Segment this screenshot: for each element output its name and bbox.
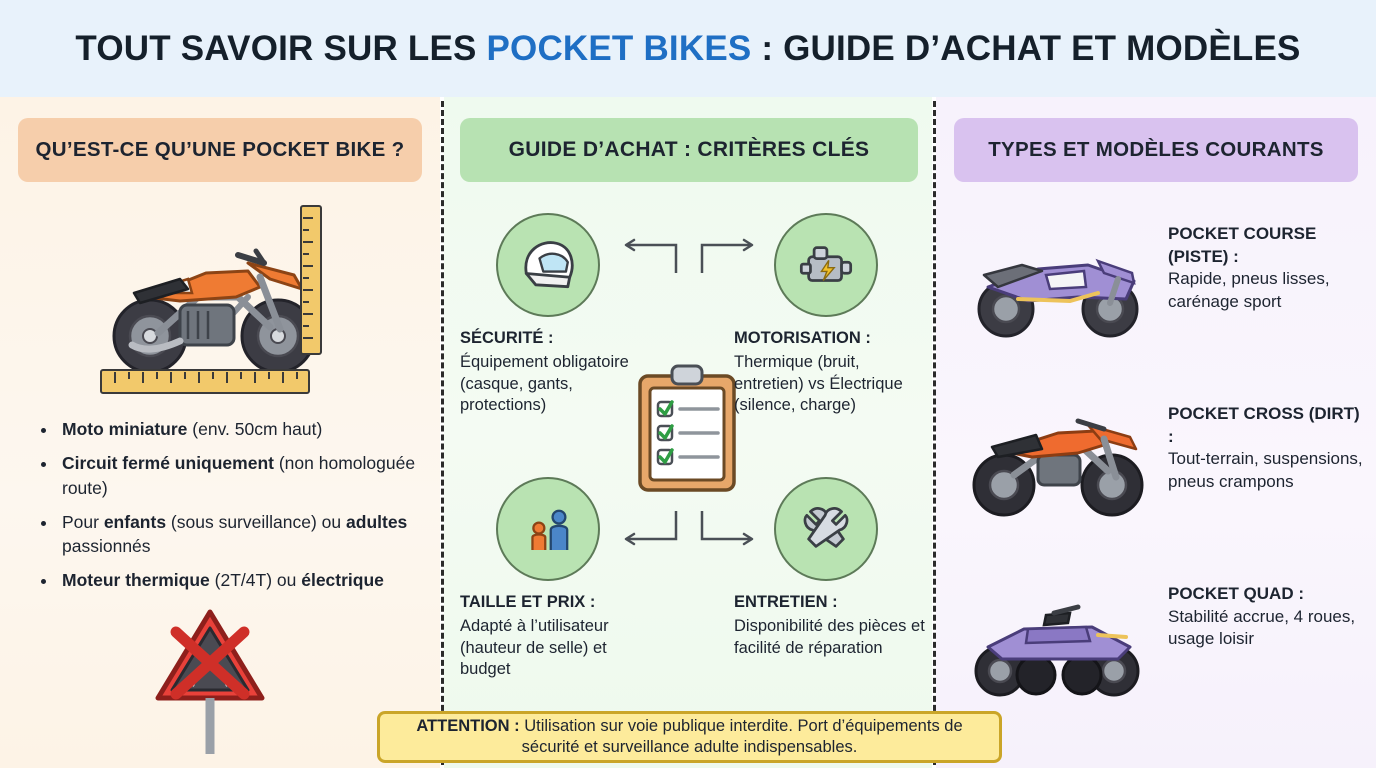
model-desc-course: Rapide, pneus lisses, carénage sport	[1168, 269, 1330, 311]
bullet-2-post: passionnés	[62, 536, 151, 557]
section-title-models: TYPES ET MODÈLES COURANTS	[954, 118, 1358, 182]
model-text-course	[1168, 223, 1368, 313]
criterion-motorisation-text: Thermique (bruit, entretien) vs Électrique (silence, charge)	[734, 352, 903, 415]
criterion-maintenance-title: ENTRETIEN :	[734, 593, 838, 611]
criterion-security	[460, 328, 656, 417]
title-part-before: TOUT SAVOIR SUR LES	[75, 28, 487, 68]
bullet-1-bold: Circuit fermé uniquement	[62, 452, 274, 473]
bullet-2-bold-b: adultes	[346, 511, 408, 532]
criterion-security-title: SÉCURITÉ :	[460, 329, 554, 347]
horizontal-ruler-icon	[100, 369, 310, 394]
criterion-maintenance-text: Disponibilité des pièces et facilité de réparation	[734, 616, 925, 657]
bullet-2-pre: Pour	[62, 511, 104, 532]
model-name-cross: POCKET CROSS (DIRT) :	[1168, 404, 1360, 446]
model-item-quad	[936, 577, 1376, 717]
model-item-course	[936, 217, 1376, 357]
warning-label: ATTENTION :	[416, 716, 520, 735]
bullet-2-bold: enfants	[103, 511, 167, 532]
criterion-size-price-title: TAILLE ET PRIX :	[460, 593, 596, 611]
model-item-cross	[936, 397, 1376, 537]
column-models	[936, 97, 1376, 768]
column-divider-right	[933, 101, 936, 765]
bullet-3-rest: (2T/4T) ou	[209, 570, 302, 591]
bullet-2-mid: (sous surveillance) ou	[166, 511, 347, 532]
list-item	[58, 451, 416, 501]
sport-bike-icon	[958, 225, 1158, 345]
people-sizes-icon	[496, 477, 600, 581]
criterion-motorisation	[734, 328, 930, 417]
bullet-3-bold: Moteur thermique	[62, 570, 210, 591]
bullet-0-bold: Moto miniature	[62, 419, 188, 439]
page-title	[75, 29, 1300, 69]
bullet-1-rest: (non homologuée route)	[62, 452, 416, 498]
helmet-icon	[496, 213, 600, 317]
list-item	[58, 417, 416, 442]
wrench-tools-icon	[774, 477, 878, 581]
section-title-definition: QU’EST-CE QU’UNE POCKET BIKE ?	[18, 118, 422, 182]
bullet-0-rest: (env. 50cm haut)	[187, 419, 323, 439]
engine-icon	[774, 213, 878, 317]
column-buying-guide	[444, 97, 932, 768]
quad-icon	[958, 585, 1158, 705]
criterion-security-text: Équipement obligatoire (casque, gants, protections)	[460, 352, 629, 415]
bullet-3-bold-b: électrique	[301, 570, 384, 591]
model-text-quad	[1168, 583, 1368, 651]
list-item	[58, 510, 416, 560]
model-name-quad: POCKET QUAD :	[1168, 584, 1304, 603]
column-definition	[0, 97, 440, 768]
criterion-size-price-text: Adapté à l’utilisateur (hauteur de selle) et budget	[460, 616, 609, 679]
criterion-size-price	[460, 592, 656, 681]
model-name-course: POCKET COURSE (PISTE) :	[1168, 224, 1317, 266]
list-item	[58, 568, 416, 593]
dirt-bike-icon	[958, 405, 1158, 525]
warning-box	[377, 711, 1002, 763]
column-divider-left	[441, 101, 444, 765]
model-text-cross	[1168, 403, 1368, 493]
title-highlight: POCKET BIKES	[486, 28, 752, 68]
definition-bullet-list	[36, 417, 416, 602]
criterion-maintenance	[734, 592, 930, 659]
no-road-use-warning-sign-icon	[150, 602, 270, 762]
vertical-ruler-icon	[300, 205, 322, 355]
model-desc-quad: Stabilité accrue, 4 roues, usage loisir	[1168, 606, 1356, 649]
warning-text: Utilisation sur voie publique interdite. Port d’équipements de sécurité et surveillance adulte indispensables.	[519, 716, 963, 756]
connector-arrows-bottom	[614, 507, 764, 547]
header-banner	[0, 0, 1376, 97]
section-title-buying-guide: GUIDE D’ACHAT : CRITÈRES CLÉS	[460, 118, 918, 182]
criterion-motorisation-title: MOTORISATION :	[734, 329, 871, 347]
connector-arrows-top	[614, 237, 764, 277]
title-part-after: : GUIDE D’ACHAT ET MODÈLES	[751, 28, 1301, 68]
model-desc-cross: Tout-terrain, suspensions, pneus crampons	[1168, 449, 1363, 491]
